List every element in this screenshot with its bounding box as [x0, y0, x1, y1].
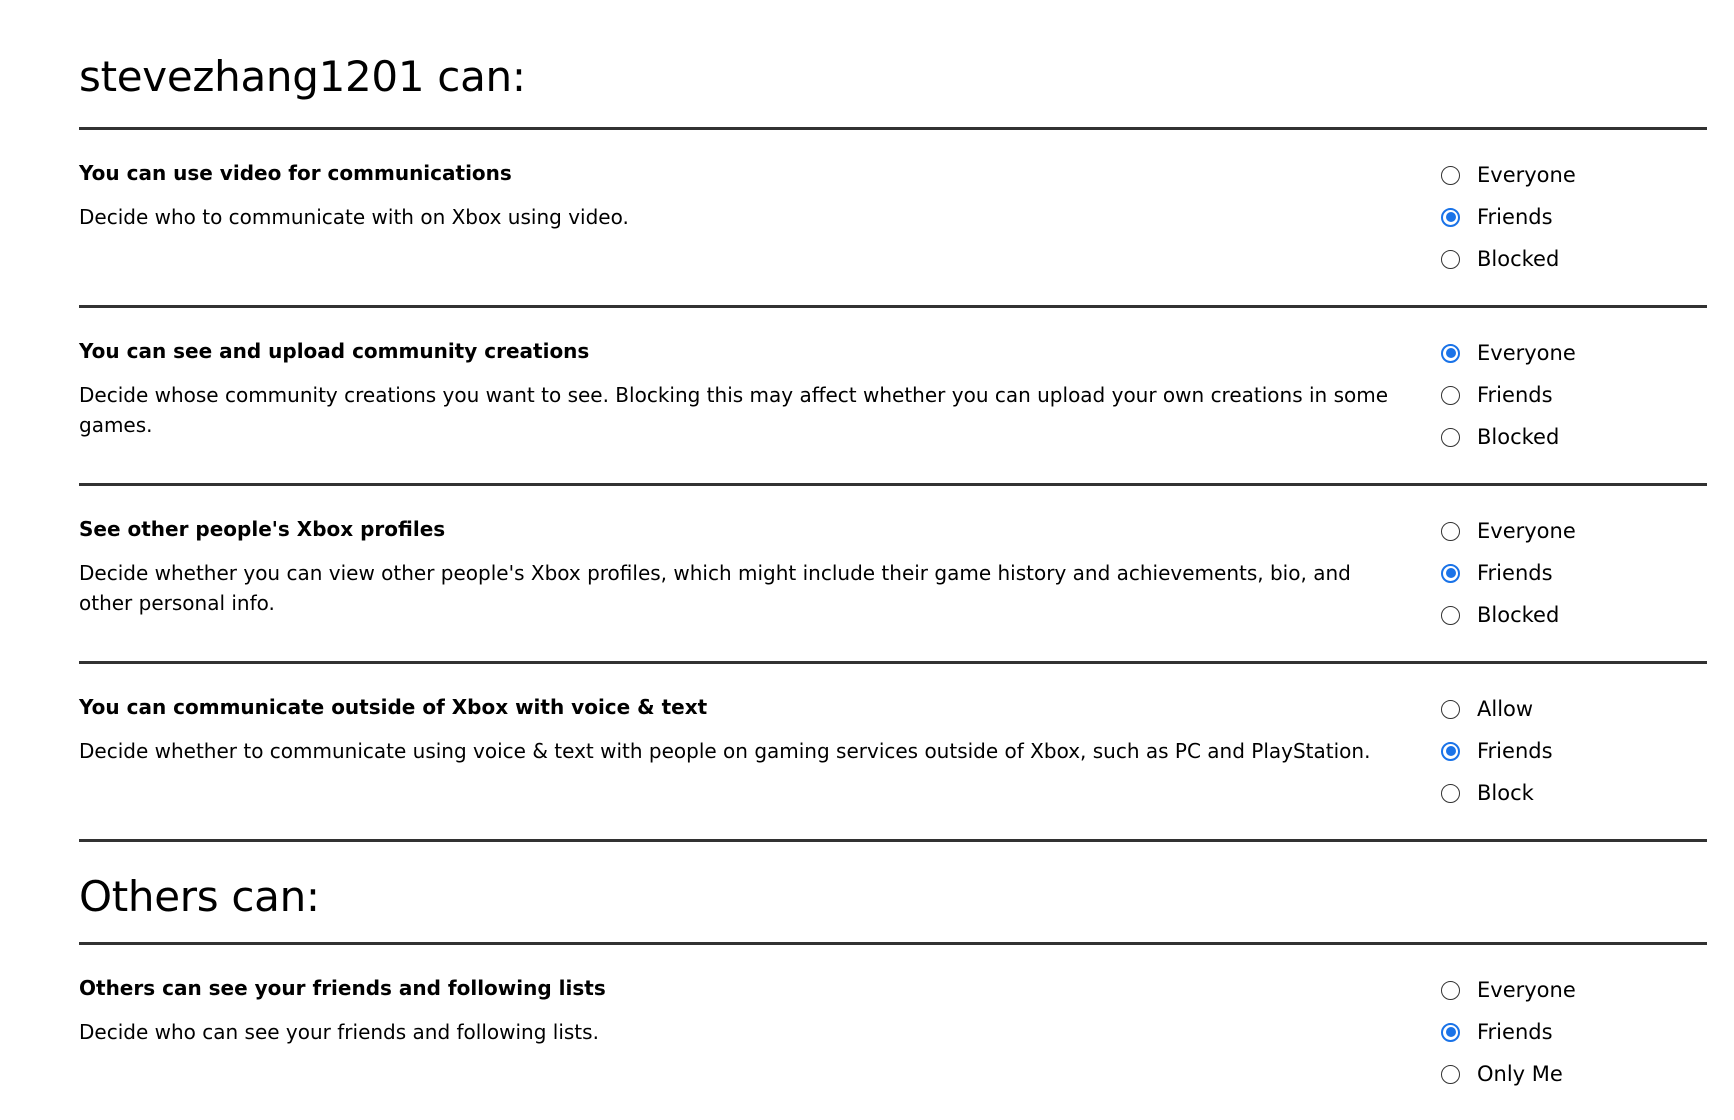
radio-option[interactable] [1441, 380, 1576, 410]
radio-button[interactable] [1441, 522, 1460, 541]
radio-option[interactable] [1441, 778, 1553, 808]
radio-label[interactable]: Friends [1477, 205, 1553, 229]
setting-title: Others can see your friends and following lists [79, 976, 606, 1000]
setting-description: Decide whether you can view other people's Xbox profiles, which might include their game history and achievements, bio, and other personal info. [79, 561, 1351, 615]
radio-option[interactable] [1441, 1059, 1576, 1089]
radio-button[interactable] [1441, 700, 1460, 719]
radio-button[interactable] [1441, 208, 1460, 227]
radio-group [1441, 516, 1576, 642]
radio-button[interactable] [1441, 1065, 1460, 1084]
setting-friends-following-lists [79, 945, 1707, 1120]
setting-title: See other people's Xbox profiles [79, 517, 446, 541]
setting-community-creations [79, 308, 1707, 483]
radio-group [1441, 160, 1576, 286]
radio-option[interactable] [1441, 1017, 1576, 1047]
section-title: stevezhang1201 can: [79, 52, 526, 101]
radio-label[interactable]: Friends [1477, 383, 1553, 407]
radio-label[interactable]: Blocked [1477, 603, 1560, 627]
section-user-can [79, 0, 1707, 842]
radio-button[interactable] [1441, 428, 1460, 447]
radio-label[interactable]: Allow [1477, 697, 1534, 721]
setting-text [79, 694, 1409, 766]
radio-label[interactable]: Everyone [1477, 978, 1576, 1002]
radio-option[interactable] [1441, 160, 1576, 190]
radio-group [1441, 975, 1576, 1101]
setting-title: You can see and upload community creations [79, 339, 590, 363]
setting-text [79, 160, 1409, 232]
setting-video-communications [79, 130, 1707, 305]
setting-description: Decide who to communicate with on Xbox using video. [79, 205, 629, 229]
radio-label[interactable]: Everyone [1477, 163, 1576, 187]
privacy-settings-content [79, 0, 1707, 1120]
setting-description: Decide whether to communicate using voice & text with people on gaming services outside of Xbox, such as PC and PlayStation. [79, 739, 1371, 763]
radio-button[interactable] [1441, 166, 1460, 185]
radio-button[interactable] [1441, 784, 1460, 803]
radio-option[interactable] [1441, 600, 1576, 630]
radio-label[interactable]: Everyone [1477, 341, 1576, 365]
radio-label[interactable]: Only Me [1477, 1062, 1563, 1086]
radio-option[interactable] [1441, 244, 1576, 274]
setting-title: You can communicate outside of Xbox with voice & text [79, 695, 708, 719]
radio-button[interactable] [1441, 564, 1460, 583]
setting-description: Decide whose community creations you want to see. Blocking this may affect whether you can upload your own creations in some games. [79, 383, 1389, 437]
radio-group [1441, 694, 1553, 820]
radio-label[interactable]: Everyone [1477, 519, 1576, 543]
radio-button[interactable] [1441, 386, 1460, 405]
radio-label[interactable]: Friends [1477, 561, 1553, 585]
radio-button[interactable] [1441, 250, 1460, 269]
setting-title: You can use video for communications [79, 161, 512, 185]
radio-label[interactable]: Block [1477, 781, 1534, 805]
radio-option[interactable] [1441, 422, 1576, 452]
radio-button[interactable] [1441, 606, 1460, 625]
setting-text [79, 338, 1409, 440]
radio-option[interactable] [1441, 736, 1553, 766]
setting-xbox-profiles [79, 486, 1707, 661]
radio-button[interactable] [1441, 981, 1460, 1000]
radio-label[interactable]: Friends [1477, 739, 1553, 763]
radio-button[interactable] [1441, 344, 1460, 363]
setting-description: Decide who can see your friends and following lists. [79, 1020, 599, 1044]
radio-option[interactable] [1441, 338, 1576, 368]
radio-option[interactable] [1441, 558, 1576, 588]
radio-label[interactable]: Friends [1477, 1020, 1553, 1044]
radio-button[interactable] [1441, 1023, 1460, 1042]
radio-option[interactable] [1441, 975, 1576, 1005]
section-others-can [79, 842, 1707, 1120]
radio-option[interactable] [1441, 202, 1576, 232]
setting-text [79, 975, 1409, 1047]
radio-button[interactable] [1441, 742, 1460, 761]
setting-text [79, 516, 1409, 618]
radio-option[interactable] [1441, 694, 1553, 724]
radio-label[interactable]: Blocked [1477, 247, 1560, 271]
section-title: Others can: [79, 872, 320, 921]
radio-option[interactable] [1441, 516, 1576, 546]
radio-group [1441, 338, 1576, 464]
setting-voice-text-outside-xbox [79, 664, 1707, 839]
radio-label[interactable]: Blocked [1477, 425, 1560, 449]
